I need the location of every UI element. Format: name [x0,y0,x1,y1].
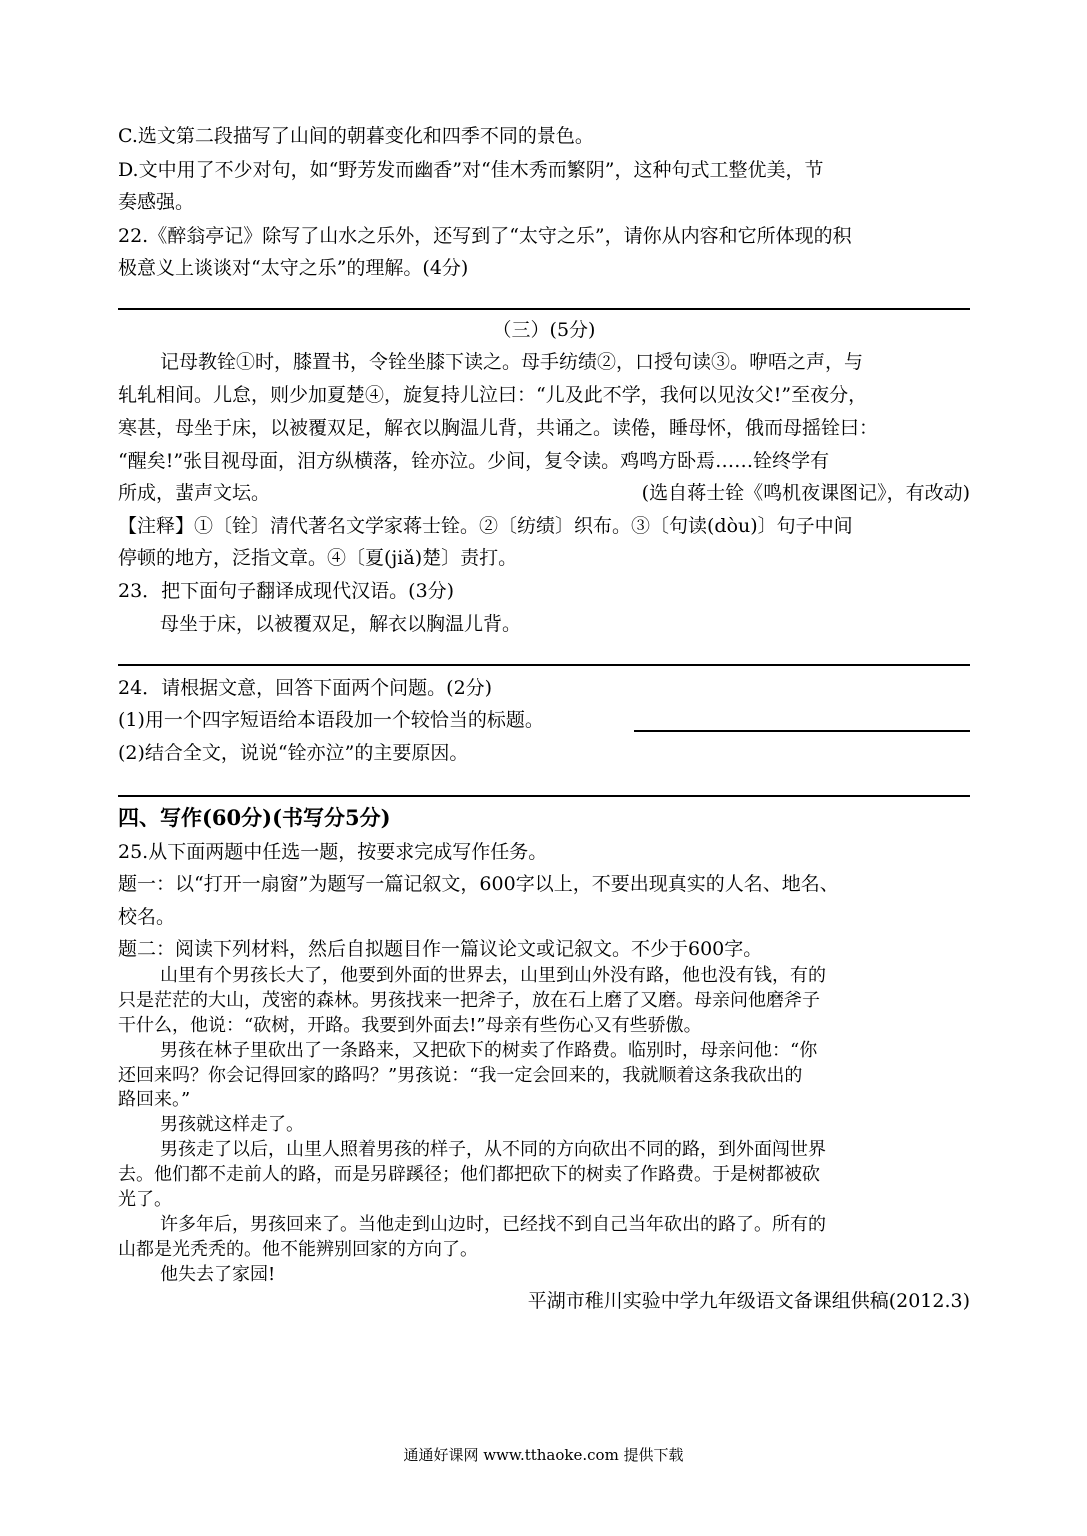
question-24-part2: (2)结合全文，说说“铨亦泣”的主要原因。 [118,742,469,764]
question-25: 25.从下面两题中任选一题，按要求完成写作任务。 [118,841,548,863]
material-line11: 许多年后，男孩回来了。当他走到山边时，已经找不到自己当年砍出的路了。所有的 [160,1214,826,1235]
question-24: 24．请根据文意，回答下面两个问题。(2分) [118,677,493,699]
material-line4: 男孩在林子里砍出了一条路来，又把砍下的树卖了作路费。临别时，母亲问他：“你 [160,1040,818,1061]
topic-2: 题二：阅读下列材料，然后自拟题目作一篇议论文或记叙文。不少于600字。 [118,938,763,960]
material-line7: 男孩就这样走了。 [160,1114,304,1135]
passage-line2: 轧轧相间。儿怠，则少加夏楚④，旋复持儿泣曰：“儿及此不学，我何以见汝父!”至夜分， [118,384,868,406]
option-d-line1: D.文中用了不少对句，如“野芳发而幽香”对“佳木秀而繁阴”，这种句式工整优美，节 [118,159,824,181]
topic-1-line1: 题一：以“打开一扇窗”为题写一篇记叙文，600字以上，不要出现真实的人名、地名、 [118,873,839,895]
question-23-sentence: 母坐于床，以被覆双足，解衣以胸温儿背。 [160,613,522,635]
credit-line: 平湖市稚川实验中学九年级语文备课组供稿(2012.3) [527,1290,970,1312]
section-4-heading: 四、写作(60分)(书写分5分) [118,805,391,830]
material-line12: 山都是光秃秃的。他不能辨别回家的方向了。 [118,1239,478,1260]
material-line13: 他失去了家园! [160,1264,276,1285]
material-line3: 干什么，他说：“砍树，开路。我要到外面去!”母亲有些伤心又有些骄傲。 [118,1015,702,1036]
material-line10: 光了。 [118,1189,172,1210]
material-line9: 去。他们都不走前人的路，而是另辟蹊径；他们都把砍下的树卖了作路费。于是树都被砍 [118,1164,820,1185]
option-d-line2: 奏感强。 [118,191,195,213]
question-23: 23．把下面句子翻译成现代汉语。(3分) [118,580,455,602]
passage-line5: 所成，蜚声文坛。 [118,482,271,504]
material-line6: 路回来。” [118,1089,191,1110]
passage-line1: 记母教铨①时，膝置书，令铨坐膝下读之。母手纺绩②，口授句读③。咿唔之声，与 [160,351,864,373]
notes-line1: 【注释】①〔铨〕清代著名文学家蒋士铨。②〔纺绩〕织布。③〔句读(dòu)〕句子中间 [118,515,853,537]
option-c: C.选文第二段描写了山间的朝暮变化和四季不同的景色。 [118,125,594,147]
passage-line4: “醒矣!”张目视母面，泪方纵横落，铨亦泣。少间，复令读。鸡鸣方卧焉……铨终学有 [118,450,830,472]
material-line5: 还回来吗？你会记得回家的路吗？”男孩说：“我一定会回来的，我就顺着这条我砍出的 [118,1065,803,1086]
question-22-line1: 22.《醉翁亭记》除写了山水之乐外，还写到了“太守之乐”，请你从内容和它所体现的积 [118,225,852,247]
notes-line2: 停顿的地方，泛指文章。④〔夏(jiǎ)楚〕责打。 [118,547,518,569]
answer-line-24-2[interactable] [118,795,970,797]
passage-line3: 寒甚，母坐于床，以被覆双足，解衣以胸温儿背，共诵之。读倦，睡母怀，俄而母摇铨曰： [118,417,879,439]
material-line2: 只是茫茫的大山，茂密的森林。男孩找来一把斧子，放在石上磨了又磨。母亲问他磨斧子 [118,990,820,1011]
answer-blank-24-1[interactable] [634,730,970,732]
question-22-line2: 极意义上谈谈对“太守之乐”的理解。(4分) [118,257,469,279]
material-line8: 男孩走了以后，山里人照着男孩的样子，从不同的方向砍出不同的路，到外面闯世界 [160,1139,826,1160]
material-line1: 山里有个男孩长大了，他要到外面的世界去，山里到山外没有路，他也没有钱，有的 [160,965,826,986]
footer-download-note: 通通好课网 www.tthaoke.com 提供下载 [403,1446,684,1464]
answer-line-23[interactable] [118,664,970,666]
question-24-part1: (1)用一个四字短语给本语段加一个较恰当的标题。 [118,709,544,731]
answer-line-22[interactable] [118,308,970,310]
passage-source: (选自蒋士铨《鸣机夜课图记》，有改动) [641,482,970,504]
topic-1-line2: 校名。 [118,906,176,928]
section-3-title: （三）(5分) [492,319,596,341]
